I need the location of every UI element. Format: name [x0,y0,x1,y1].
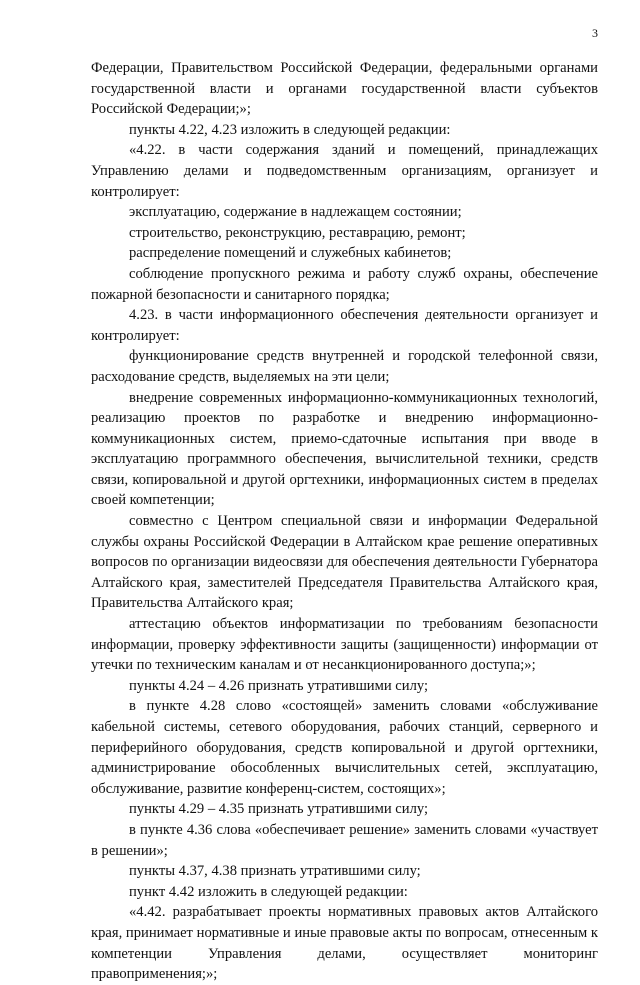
paragraph: пункты 4.24 – 4.26 признать утратившими силу; [129,677,429,694]
paragraph: строительство, реконструкцию, реставрацию, ремонт; [129,224,466,241]
paragraph: эксплуатацию, содержание в надлежащем состоянии; [129,204,462,221]
paragraph: совместно с Центром специальной связи и информации Федеральной службы охраны Российской Федерации в Алтайском крае решение оперативных вопросов по организации видеосвязи для обеспечения деятельности Губернатора Алтайского края, заместителей Председателя Правительства Алтайского края, Правительства Алтайского края; [91,513,598,612]
paragraph: «4.42. разрабатывает проекты нормативных правовых актов Алтайского края, принимает нормативные и иные правовые акты по вопросам, отнесенным к компетенции Управления делами, осуществляет мониторинг правоприменения;»; [91,904,598,983]
paragraph: функционирование средств внутренней и городской телефонной связи, расходование средств, выделяемых на эти цели; [91,348,598,385]
page-number: 3 [592,26,598,40]
paragraph: пункты 4.29 – 4.35 признать утратившими силу; [129,801,429,818]
paragraph: внедрение современных информационно-коммуникационных технологий, реализацию проектов по разработке и внедрению информационно-коммуникационных систем, приемо-сдаточные испытания при вводе в эксплуатацию программного обеспечения, вычислительной техники, средств связи, копировальной и другой оргтехники, информационных систем в пределах своей компетенции; [91,389,598,509]
document-body [91,58,598,985]
paragraph: распределение помещений и служебных кабинетов; [129,245,452,262]
paragraph: «4.22. в части содержания зданий и помещений, принадлежащих Управлению делами и подведомственным организациям, организует и контролирует: [91,142,598,200]
paragraph: Федерации, Правительством Российской Федерации, федеральными органами государственной власти и органами государственной власти субъектов Российской Федерации;»; [91,60,598,118]
paragraph: пункт 4.42 изложить в следующей редакции: [129,883,408,900]
paragraph: аттестацию объектов информатизации по требованиям безопасности информации, проверку эффективности защиты (защищенности) информации от утечки по техническим каналам и от несанкционированного доступа;»; [91,616,598,674]
paragraph: соблюдение пропускного режима и работу служб охраны, обеспечение пожарной безопасности и санитарного порядка; [91,265,598,303]
paragraph: 4.23. в части информационного обеспечения деятельности организует и контролирует: [91,307,598,344]
paragraph: в пункте 4.28 слово «состоящей» заменить словами «обслуживание кабельной системы, сетевого оборудования, рабочих станций, серверного и периферийного оборудования, средств копировальной и другой оргтехники, администрирование обособленных вычислительных сетей, эксплуатацию, обслуживание, развитие конференц-систем, состоящих»; [91,698,598,797]
paragraph: пункты 4.37, 4.38 признать утратившими силу; [129,863,421,880]
paragraph: пункты 4.22, 4.23 изложить в следующей редакции: [129,121,451,138]
paragraph: в пункте 4.36 слова «обеспечивает решение» заменить словами «участвует в решении»; [91,821,598,859]
